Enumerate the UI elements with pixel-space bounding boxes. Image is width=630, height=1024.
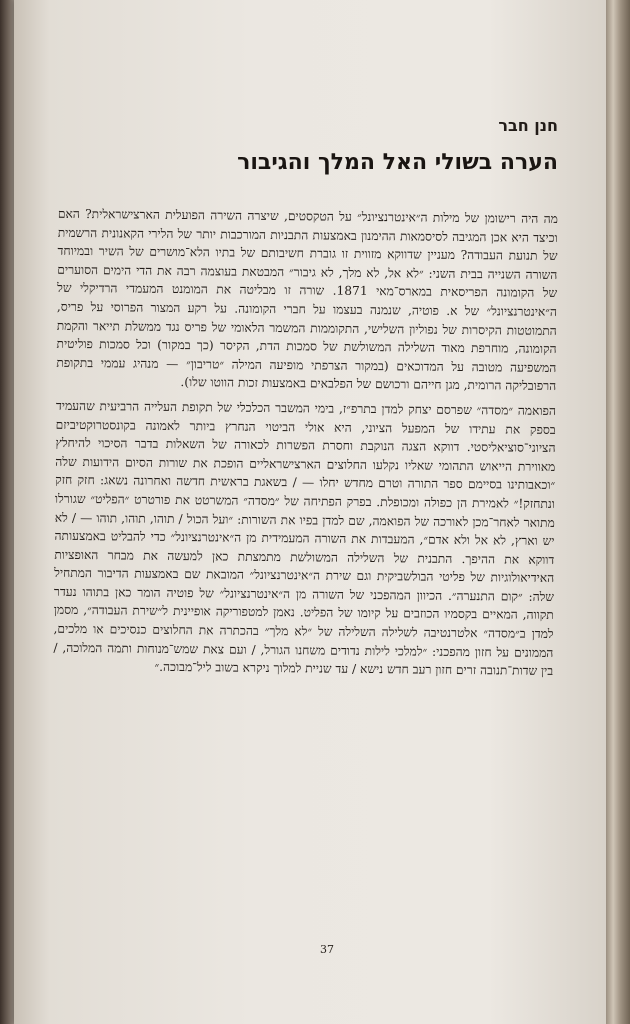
book-binding-edge — [606, 0, 630, 1024]
page-number: 37 — [320, 943, 334, 956]
book-page — [14, 0, 606, 1024]
article-body — [53, 205, 558, 687]
page-title: הערה בשולי האל המלך והגיבור — [237, 150, 558, 175]
body-paragraph-1: מה היה רישומן של מילות ה״אינטרנציונל״ על הטקסטים, שיצרה השירה הפועלית הארצישראלית? האם וכיצד היא אכן המגיבה לסיסמאות ההימנון באמצעות התבניות המורכבות יותר של הלירי הקאנונית הרשמית של תנועת העבודה? מעניין שדווקא מזווית זו גוברת חשיבותם של בתיו הלא־מושרים של השיר ובמיוחד השורה השנייה בבית השני: ״לא אל, לא מלך, לא גיבור״ המבטאת בעוצמה רבה את הדי הימים הסוערים של הקומונה הפריסאית במארס־מאי 1871. שורה זו מבליטה את המומנט המעמדי הרדיקלי של ה״אינטרנציונל״ של א. פוטיה, שנמנה בעצמו על חברי הקומונה. על רקע המצור הפרוסי על פריס, התמוטטות הקיסרות של נפוליון השלישי, התקוממות המשמר הלאומי של פריס נגד ממשלת תייאר והקמת הקומונה, מוחרפת מאוד השלילה המשולשת של סמכות הדת, הקיסר (כך במקור) וכל סמכות פוליטית המשפיעה מטובה על המדוכאים (במקור הצרפתי מופיעה המילה ״טריבון״ — מנהיג עממי בתקופת הרפובליקה הרומית, מגן חייהם ורכושם של הפלבאים באמצעות זכות הווטו שלו). — [56, 206, 558, 394]
author-name: חנן חבר — [498, 116, 558, 135]
body-paragraph-2: הפואמה ״מסדה״ שפרסם יצחק למדן בתרפ״ז, בימי המשבר הכלכלי של תקופת העלייה הרביעית שהעמיד בספק את עתידו של המפעל הציוני, היא אולי הביטוי הנחרץ ביותר לאמונה בקונסטרוקטיביזם הציוני־סוציאליסטי. דווקא הצגה הנוקבת וחסרת הפשרות לכאורה של השאלות בדבר הסיכוי להיחלץ מאווירת הייאוש התהומי שאליו נקלעו החלוצים הארצישראליים הופכת את שורות הסיום הידועות שלה ״וכאבותינו בסיימם ספר התורה וטרם מחדש יחלו — / בשאגת בראשית חדשה ואחרונה נשאג: חזק חזק ונתחזק!״ לאמירת הן כפולה ומכופלת. בפרק הפתיחה של ״מסדה״ המשרטט את פורטרט ״הפליט״ שגורלו מתואר לאחר־מכן לאורכה של הפואמה, שם למדן בפיו את השורות: ״ועל הכול / תוהו, תוהו, תוהו — / לא יש וארץ, לא אל ולא אדם״, המעבדות את השורה המעמידית מן ה״אינטרנציונל״ כדי להבליט באמצעותה דווקא את ההיפך. התבנית של השלילה המשולשת מתמצתת כאן למעשה את מבחר האופציות האידיאולוגיות של פליטי הבולשביקית וגם שירת ה״אינטרנציונל״ המובאת שם באמצעות הדיבור המתחיל שלה: ״קום התנערה״. הכיוון המהפכני של השורה מן ה״אינטרנציונל״ של פוטיה הומר כאן בתוהו נעדר תקווה, המאיים בקסמיו הכוזבים על קיומו של הפליט. נאמן למטפוריקה אופיינית ל״שירת העבודה״, מסמן למדן ב״מסדה״ אלטרנטיבה לשלילה השלילה של ״לא מלך״ בהכתרה את החלוצים כנסיכים או מלכים, הממונים על חזון מהפכני: ״למלכי לילות נדודים משחנו הגורל, / ועם צאת שמש־מנוחות ותמה המלוכה, / בין שדות־תנובה זרים חזון רעב חדש נישא / עד שניית למלוך ניקרא בשוב ליל־מבוכה.״ — [53, 398, 556, 679]
